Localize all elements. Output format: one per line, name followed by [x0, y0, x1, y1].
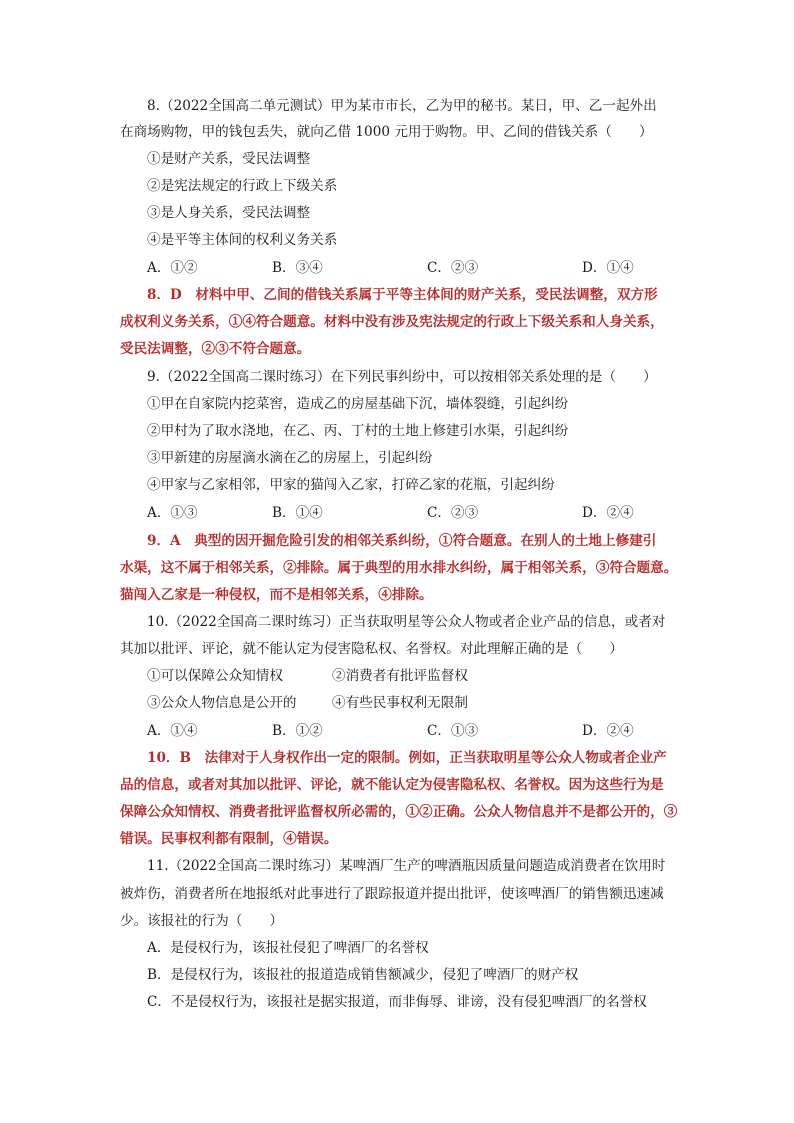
q9-answer-part: 属于典型的用水排水纠纷，属于相邻关系，: [337, 560, 596, 576]
q8-choice-b: B．③④: [272, 260, 323, 276]
q9-answer-part: ③符合题意。: [595, 560, 678, 576]
q9-item-3: ③甲新建的房屋滴水滴在乙的房屋上，引起纠纷: [147, 450, 433, 466]
q11-stem-line-3: 少。该报社的行为（ ）: [120, 913, 284, 929]
q8-answer-part: ①④符合题意。: [228, 314, 324, 330]
q9-answer-line-3: 猫闯入乙家是一种侵权，而不是相邻关系，④排除。: [120, 587, 433, 603]
q8-choice-a: A．①②: [147, 260, 198, 276]
q8-stem-line-2: 在商场购物，甲的钱包丢失，就向乙借 1000 元用于购物。甲、乙间的借钱关系（ ）: [120, 124, 653, 140]
q10-answer-line-4: 错误。民事权利都有限制，④错误。: [120, 831, 338, 847]
q11-option-a: A．是侵权行为，该报社侵犯了啤酒厂的名誉权: [147, 940, 429, 956]
q11-option-c: C．不是侵权行为，该报社是据实报道，而非侮辱、诽谤，没有侵犯啤酒厂的名誉权: [147, 994, 647, 1010]
q9-answer-line-2: [120, 558, 677, 578]
q9-choice-b: B．①④: [272, 505, 323, 521]
q9-answer-part: ②排除。: [283, 560, 338, 576]
q10-item-4: ④有些民事权利无限制: [332, 695, 468, 711]
q9-item-2: ②甲村为了取水浇地，在乙、丙、丁村的土地上修建引水渠，引起纠纷: [147, 423, 569, 439]
q9-answer-part: 水渠，这不属于相邻关系，: [120, 560, 284, 576]
q10-answer-part: ①②正确。: [405, 804, 474, 820]
q9-stem-line-1: 9.（2022全国高二课时练习）在下列民事纠纷中，可以按相邻关系处理的是（ ）: [147, 369, 657, 385]
q10-choice-a: A．①④: [147, 723, 198, 739]
q8-answer-line-1: 8．D 材料中甲、乙间的借钱关系属于平等主体间的财产关系，受民法调整，双方形: [147, 287, 658, 303]
q9-answer-line-1: 9．A 典型的因开掘危险引发的相邻关系纠纷，①符合题意。在别人的土地上修建引: [147, 533, 657, 549]
q10-item-3: ③公众人物信息是公开的: [147, 695, 297, 711]
q10-item-2: ②消费者有批评监督权: [332, 668, 468, 684]
q8-answer-line-2: [120, 312, 664, 332]
q10-choice-b: B．①②: [272, 723, 323, 739]
q9-item-4: ④甲家与乙家相邻，甲家的猫闯入乙家，打碎乙家的花瓶，引起纠纷: [147, 477, 555, 493]
q8-answer-line-3: 受民法调整，②③不符合题意。: [120, 341, 311, 357]
q10-stem-line-1: 10.（2022全国高二课时练习）正当获取明星等公众人物或者企业产品的信息，或者对: [147, 614, 666, 630]
q11-stem-line-2: 被炸伤，消费者所在地报纸对此事进行了跟踪报道并提出批评，使该啤酒厂的销售额迅速减: [120, 886, 664, 902]
q8-answer-part: 材料中没有涉及宪法规定的行政上下级关系和人身关系，: [323, 314, 664, 330]
q8-stem-line-1: 8.（2022全国高二单元测试）甲为某市市长，乙为甲的秘书。某日，甲、乙一起外出: [147, 98, 657, 114]
q11-stem-line-1: 11.（2022全国高二课时练习）某啤酒厂生产的啤酒瓶因质量问题造成消费者在饮用时: [147, 858, 666, 874]
q10-choice-d: D．②④: [582, 723, 634, 739]
q10-answer-line-3: [120, 802, 677, 822]
q9-choice-d: D．②④: [582, 505, 634, 521]
q10-choice-c: C．①③: [427, 723, 479, 739]
q9-item-1: ①甲在自家院内挖菜窖，造成乙的房屋基础下沉，墙体裂缝，引起纠纷: [147, 396, 569, 412]
q10-item-1: ①可以保障公众知情权: [147, 668, 283, 684]
q8-choice-d: D．①④: [582, 260, 634, 276]
q9-choice-c: C．②③: [427, 505, 479, 521]
q8-choice-c: C．②③: [427, 260, 479, 276]
q8-item-1: ①是财产关系，受民法调整: [147, 151, 311, 167]
q10-answer-part: 公众人物信息并不是都公开的，③: [473, 804, 678, 820]
q8-answer-part: 成权利义务关系，: [120, 314, 229, 330]
q8-item-3: ③是人身关系，受民法调整: [147, 205, 311, 221]
q10-stem-line-2: 其加以批评、评论，就不能认定为侵害隐私权、名誉权。对此理解正确的是（ ）: [120, 641, 623, 657]
q10-answer-part: 保障公众知情权、消费者批评监督权所必需的，: [120, 804, 406, 820]
q11-option-b: B．是侵权行为，该报社的报道造成销售额减少，侵犯了啤酒厂的财产权: [147, 967, 579, 983]
q9-choice-a: A．①③: [147, 505, 198, 521]
q10-answer-line-1: 10．B 法律对于人身权作出一定的限制。例如，正当获取明星等公众人物或者企业产: [147, 750, 667, 766]
q8-item-4: ④是平等主体间的权利义务关系: [147, 232, 338, 248]
q10-answer-line-2: 品的信息，或者对其加以批评、评论，就不能认定为侵害隐私权、名誉权。因为这些行为是: [120, 777, 664, 793]
q8-item-2: ②是宪法规定的行政上下级关系: [147, 178, 338, 194]
